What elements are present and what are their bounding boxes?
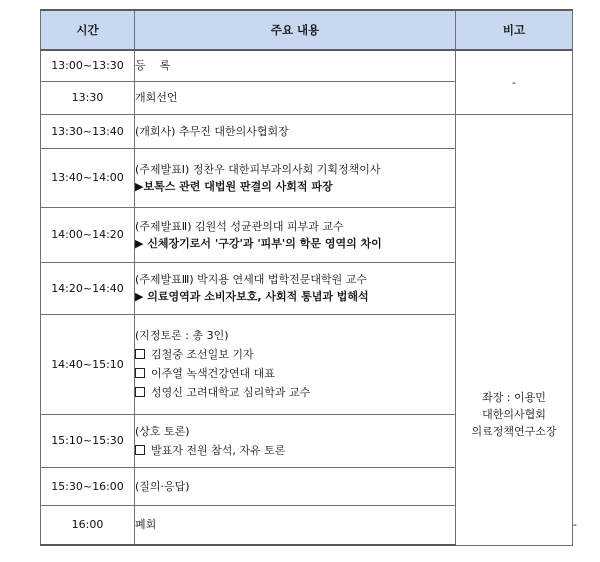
header-time: 시간 [41, 10, 135, 50]
checkbox-line [135, 364, 455, 383]
content-cell [135, 262, 456, 314]
content-line: (주제발표Ⅱ) 김원석 성균관의대 피부과 교수 [135, 219, 344, 233]
note-cell: - [456, 50, 573, 114]
content-line: 등 록 [135, 59, 171, 73]
time-cell: 13:00~13:30 [41, 50, 135, 81]
time-cell: 15:30~16:00 [41, 467, 135, 505]
content-cell [135, 50, 456, 81]
time-cell: 14:40~15:10 [41, 314, 135, 414]
content-line: (지정토론 : 총 3인) [135, 329, 229, 342]
content-line: (질의·응답) [135, 479, 190, 493]
content-line: (주제발표Ⅰ) 정찬우 대한피부과의사회 기획정책이사 [135, 162, 381, 176]
content-cell [135, 467, 456, 505]
content-line-bold: ▶ 신체장기로서 '구강'과 '피부'의 학문 영역의 차이 [135, 236, 382, 250]
time-cell: 13:30 [41, 81, 135, 114]
content-line-bold: ▶보톡스 관련 대법원 판결의 사회적 파장 [135, 179, 333, 193]
checkbox-icon [135, 387, 145, 397]
content-cell [135, 148, 456, 207]
time-cell: 13:30~13:40 [41, 114, 135, 148]
moderator-cell [456, 114, 573, 545]
header-content: 주요 내용 [135, 10, 456, 50]
checkbox-line [135, 383, 455, 402]
moderator-line: 의료정책연구소장 [471, 425, 557, 438]
content-cell [135, 207, 456, 262]
content-cell [135, 81, 456, 114]
content-line: 개회선언 [135, 91, 178, 104]
content-line: (주제발표Ⅲ) 박지용 연세대 법학전문대학원 교수 [135, 273, 368, 286]
panelist-name: 김철중 조선일보 기자 [151, 348, 254, 361]
header-note: 비고 [456, 10, 573, 50]
time-cell: 14:00~14:20 [41, 207, 135, 262]
content-cell [135, 114, 456, 148]
content-cell [135, 414, 456, 467]
time-cell: 13:40~14:00 [41, 148, 135, 207]
table-row [41, 50, 573, 81]
checkbox-line [135, 345, 455, 364]
content-cell [135, 314, 456, 414]
discussion-note: 발표자 전원 참석, 자유 토론 [151, 443, 286, 457]
content-cell [135, 505, 456, 545]
content-line: (상호 토론) [135, 424, 190, 438]
checkbox-icon [135, 368, 145, 378]
moderator-line: 대한의사협회 [482, 408, 546, 421]
table-row: 16:00 폐회 - [41, 505, 573, 545]
time-cell: 16:00 [41, 505, 135, 545]
panelist-name: 이주열 녹색건강연대 대표 [151, 367, 275, 380]
table-row [41, 114, 573, 148]
checkbox-line [135, 441, 455, 460]
time-cell: 14:20~14:40 [41, 262, 135, 314]
content-line-bold: ▶ 의료영역과 소비자보호, 사회적 통념과 법해석 [135, 290, 369, 303]
schedule-table [40, 9, 577, 546]
content-line: (개회사) 추무진 대한의사협회장 [135, 124, 289, 138]
content-line: 폐회 [135, 518, 157, 532]
checkbox-icon [135, 349, 145, 359]
moderator-line: 좌장 : 이용민 [482, 391, 546, 404]
time-cell: 15:10~15:30 [41, 414, 135, 467]
checkbox-icon [135, 445, 145, 455]
panelist-name: 성영신 고려대학교 심리학과 교수 [151, 386, 311, 399]
header-row [41, 10, 573, 50]
